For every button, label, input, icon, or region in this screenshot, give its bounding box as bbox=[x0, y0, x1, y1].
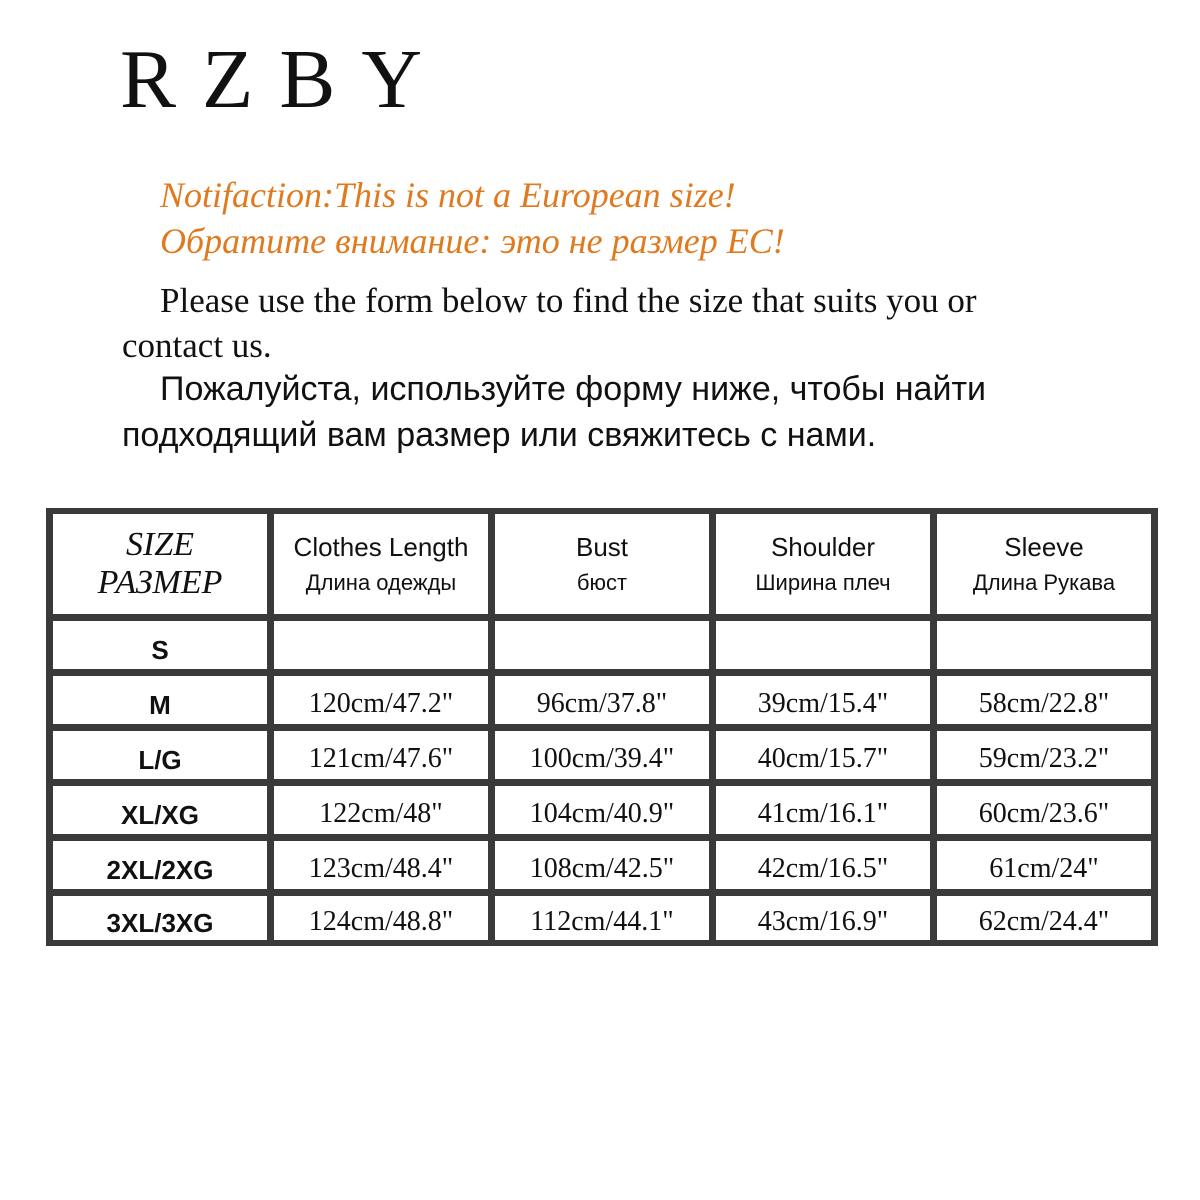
notice-en: Notifaction:This is not a European size! bbox=[160, 175, 736, 215]
value-cell bbox=[495, 621, 709, 669]
size-label: 3XL/3XG bbox=[53, 896, 267, 940]
size-label: M bbox=[53, 676, 267, 724]
column-header-shoulder bbox=[716, 514, 930, 614]
intro-text-en: Please use the form below to find the size that suits you or contact us. bbox=[122, 281, 977, 365]
size-chart-table bbox=[46, 508, 1158, 946]
column-header-ru: Длина одежды bbox=[305, 570, 457, 595]
size-notice bbox=[160, 172, 1160, 264]
value-cell: 108cm/42.5" bbox=[495, 841, 709, 889]
value-cell: 39cm/15.4" bbox=[716, 676, 930, 724]
column-header-ru: Ширина плеч bbox=[755, 570, 891, 595]
column-header-en: Bust bbox=[575, 532, 629, 562]
brand-logo: RZBY bbox=[120, 33, 449, 126]
value-cell: 120cm/47.2" bbox=[274, 676, 488, 724]
column-header-sleeve bbox=[937, 514, 1151, 614]
column-header-clothes-length bbox=[274, 514, 488, 614]
notice-ru: Обратите внимание: это не размер ЕС! bbox=[160, 221, 785, 261]
value-cell: 61cm/24" bbox=[937, 841, 1151, 889]
size-label: L/G bbox=[53, 731, 267, 779]
size-header-ru: РАЗМЕР bbox=[97, 564, 223, 601]
value-cell: 41cm/16.1" bbox=[716, 786, 930, 834]
size-header-cell bbox=[53, 514, 267, 614]
intro-text-ru: Пожалуйста, используйте форму ниже, чтобы найти подходящий вам размер или свяжитесь с нами. bbox=[122, 370, 987, 454]
value-cell: 121cm/47.6" bbox=[274, 731, 488, 779]
value-cell: 58cm/22.8" bbox=[937, 676, 1151, 724]
column-header-ru: бюст bbox=[576, 570, 628, 595]
value-cell bbox=[274, 621, 488, 669]
value-cell: 40cm/15.7" bbox=[716, 731, 930, 779]
value-cell: 112cm/44.1" bbox=[495, 896, 709, 940]
value-cell bbox=[937, 621, 1151, 669]
column-header-ru: Длина Рукава bbox=[972, 570, 1116, 595]
value-cell: 60cm/23.6" bbox=[937, 786, 1151, 834]
value-cell: 123cm/48.4" bbox=[274, 841, 488, 889]
size-label: 2XL/2XG bbox=[53, 841, 267, 889]
column-header-en: Sleeve bbox=[1004, 532, 1084, 562]
column-header-en: Clothes Length bbox=[293, 532, 469, 562]
value-cell: 42cm/16.5" bbox=[716, 841, 930, 889]
value-cell: 104cm/40.9" bbox=[495, 786, 709, 834]
value-cell: 122cm/48" bbox=[274, 786, 488, 834]
size-label: S bbox=[53, 621, 267, 669]
size-header-en: SIZE bbox=[125, 526, 194, 563]
size-label: XL/XG bbox=[53, 786, 267, 834]
value-cell: 124cm/48.8" bbox=[274, 896, 488, 940]
value-cell: 59cm/23.2" bbox=[937, 731, 1151, 779]
value-cell: 96cm/37.8" bbox=[495, 676, 709, 724]
value-cell: 100cm/39.4" bbox=[495, 731, 709, 779]
value-cell: 62cm/24.4" bbox=[937, 896, 1151, 940]
column-header-en: Shoulder bbox=[770, 532, 876, 562]
value-cell bbox=[716, 621, 930, 669]
value-cell: 43cm/16.9" bbox=[716, 896, 930, 940]
column-header-bust bbox=[495, 514, 709, 614]
